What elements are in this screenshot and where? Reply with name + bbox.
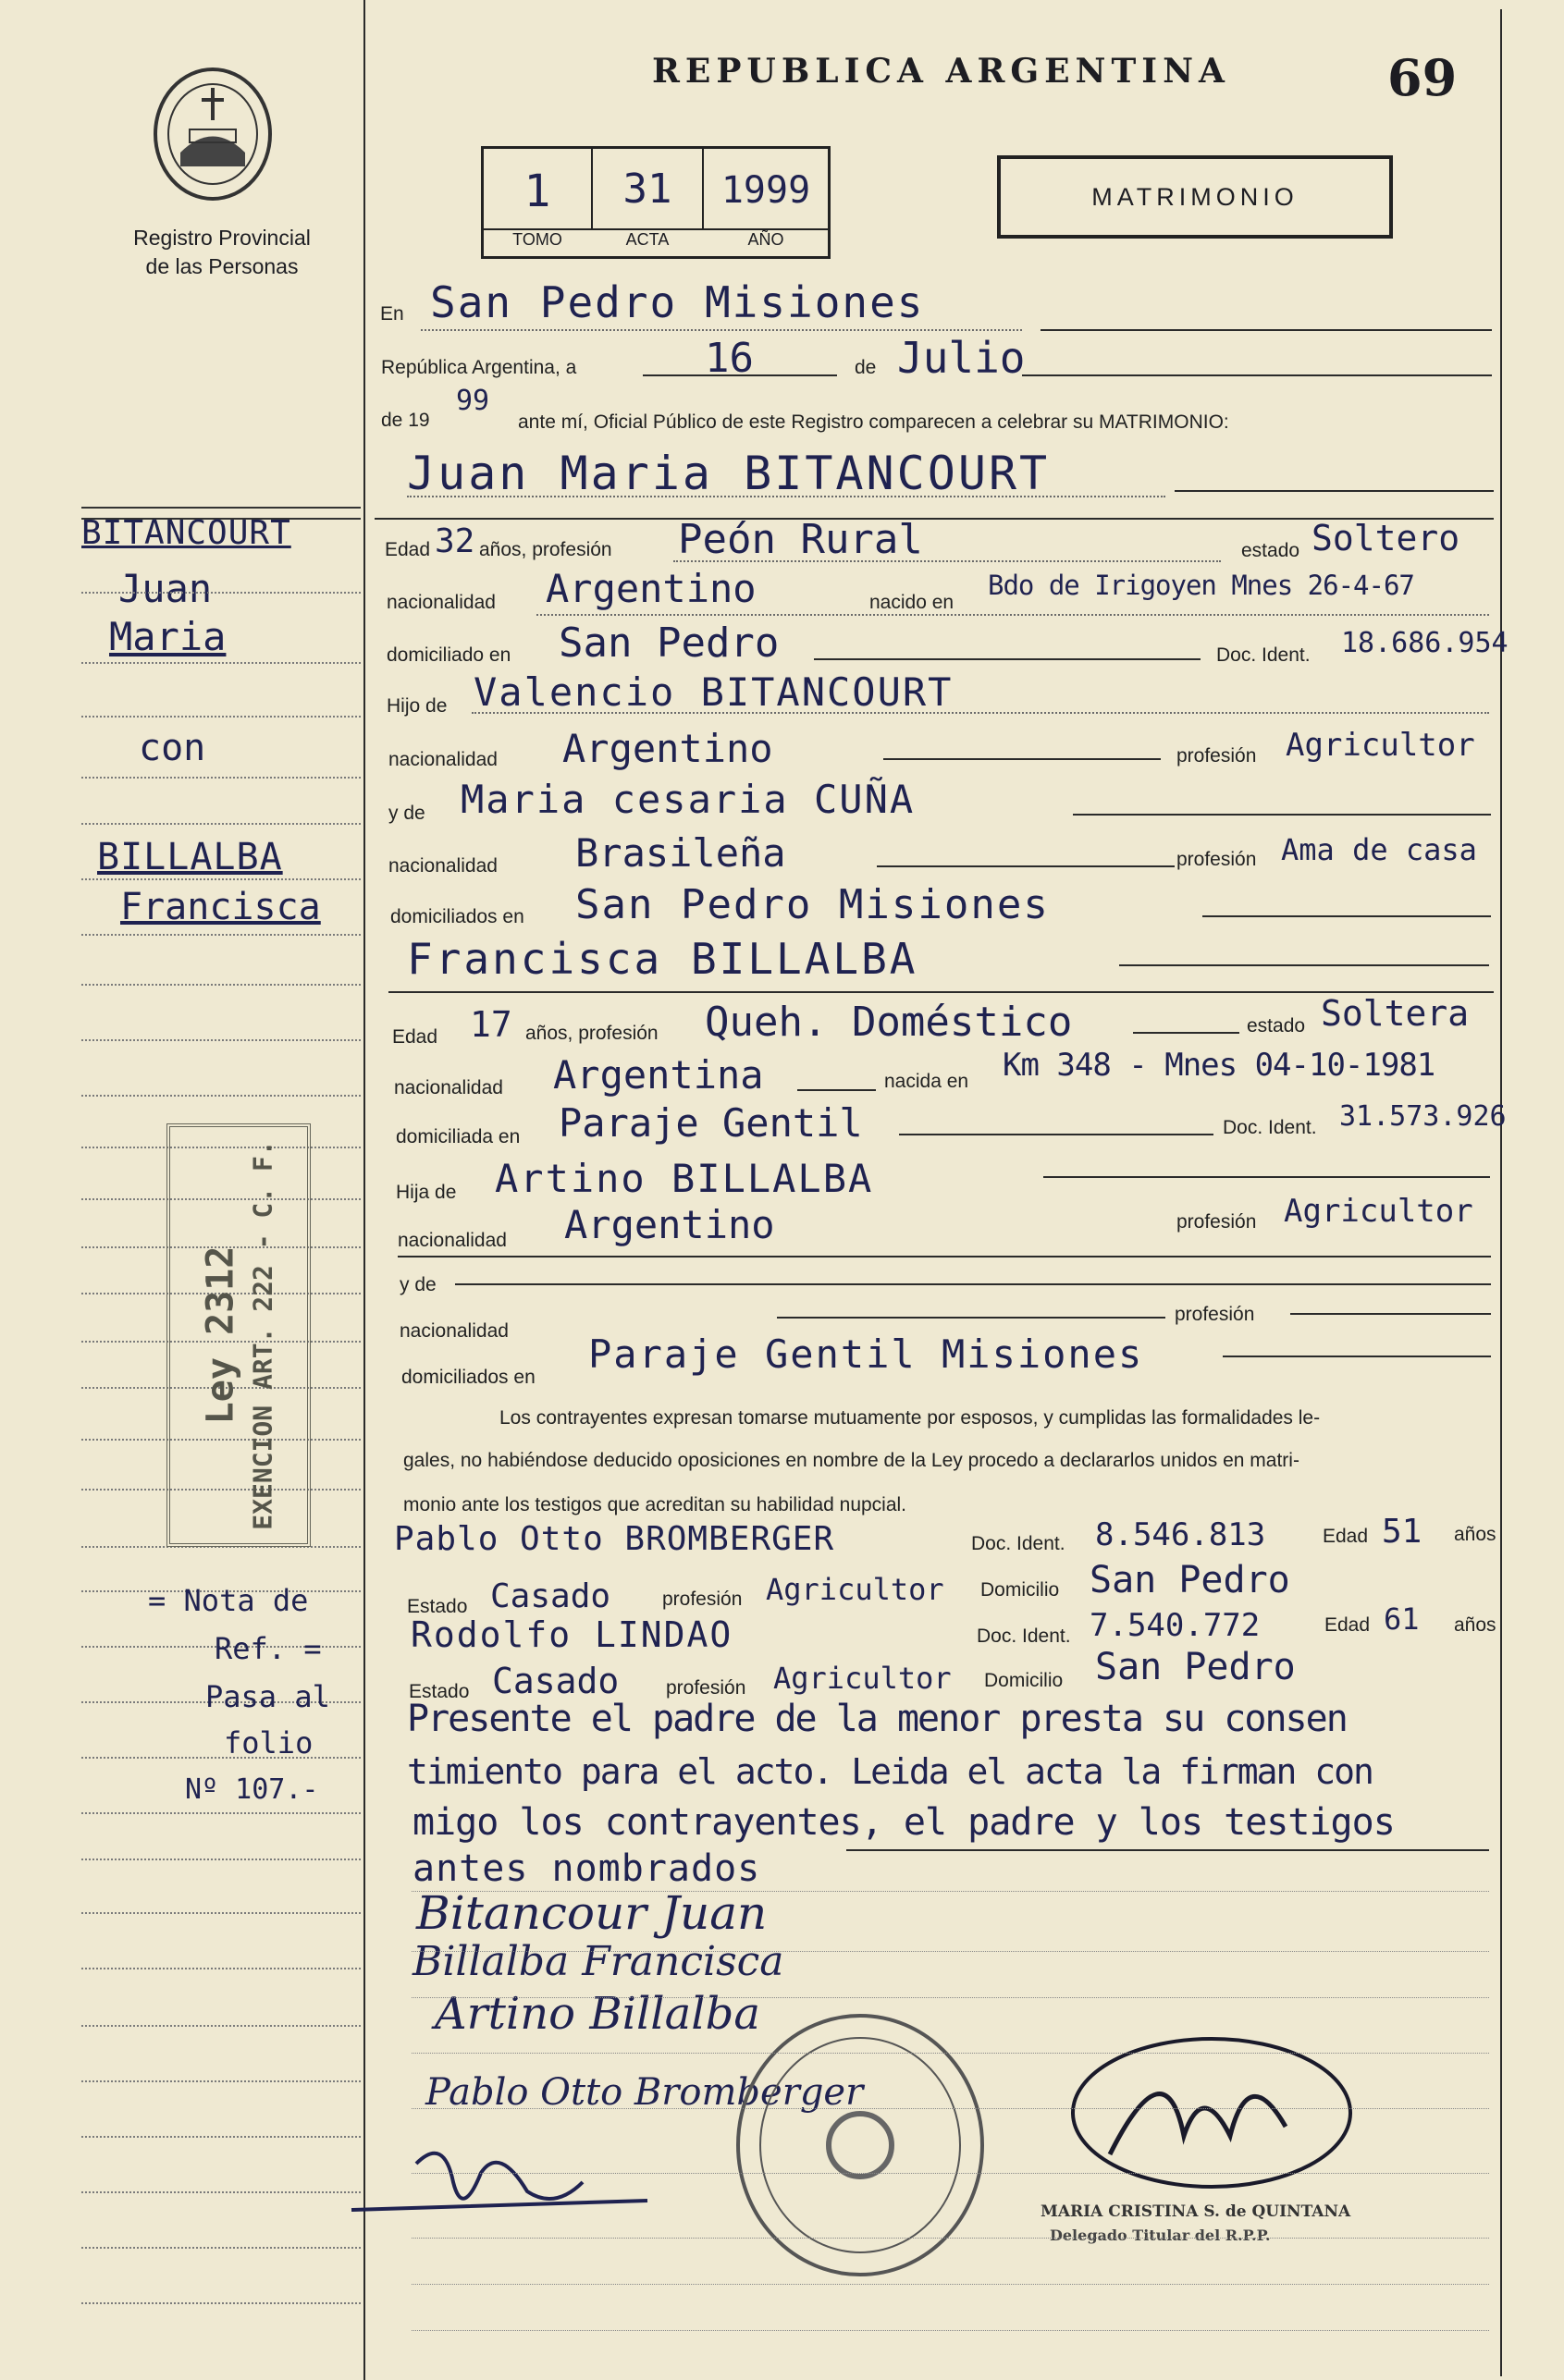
witness-2-domicilio-label: Domicilio — [984, 1670, 1064, 1691]
bride-nationality: Argentina — [553, 1052, 764, 1098]
bride-mother-nat-label: nacionalidad — [400, 1320, 509, 1342]
margin-note-4: folio — [224, 1725, 314, 1760]
groom-domicilio-label: domiciliado en — [387, 644, 511, 666]
note-line-1: Presente el padre de la menor presta su consen — [407, 1698, 1347, 1740]
witness-1-domicilio-label: Domicilio — [980, 1579, 1060, 1601]
witness-1-doc-label: Doc. Ident. — [971, 1533, 1065, 1554]
ano-label: AÑO — [747, 230, 784, 249]
groom-parents-dom-label: domiciliados en — [390, 906, 524, 927]
witness-1-profession: Agricultor — [766, 1572, 944, 1607]
bride-full-name: Francisca BILLALBA — [407, 934, 918, 984]
witness-2-estado-label: Estado — [409, 1681, 470, 1702]
witness-2-doc-label: Doc. Ident. — [977, 1626, 1071, 1647]
groom-nationality: Argentino — [546, 566, 757, 611]
month: Julio — [897, 333, 1026, 383]
groom-nacido-label: nacido en — [869, 592, 954, 613]
margin-note-5: Nº 107.- — [185, 1773, 319, 1806]
republic-label: República Argentina, a — [381, 357, 577, 378]
witness-1-age: 51 — [1382, 1513, 1422, 1551]
bride-yde-label: y de — [400, 1274, 437, 1295]
year-prefix: de 19 — [381, 410, 430, 431]
groom-hijo-label: Hijo de — [387, 695, 448, 717]
record-type: MATRIMONIO — [1091, 182, 1299, 211]
groom-parents-domicile: San Pedro Misiones — [575, 881, 1050, 928]
intro-text: ante mí, Oficial Público de este Registro comparecen a celebrar su MATRIMONIO: — [518, 411, 1229, 433]
registry-line-2: de las Personas — [145, 254, 299, 278]
bride-doc: 31.573.926 — [1339, 1100, 1507, 1133]
en-label: En — [380, 303, 404, 325]
groom-mother: Maria cesaria CUÑA — [461, 777, 916, 822]
groom-birth: Bdo de Irigoyen Mnes 26-4-67 — [988, 570, 1414, 601]
bride-civil-state: Soltera — [1321, 993, 1470, 1034]
note-line-3: migo los contrayentes, el padre y los testigos — [413, 1801, 1395, 1844]
groom-doc-label: Doc. Ident. — [1216, 644, 1311, 666]
bride-hija-label: Hija de — [396, 1182, 457, 1203]
groom-yde-label: y de — [388, 803, 425, 824]
bride-mother-prof-label: profesión — [1175, 1304, 1255, 1325]
signature-scribble — [342, 2127, 657, 2228]
exemption-stamp — [166, 1123, 311, 1547]
bride-domicilio-label: domiciliada en — [396, 1126, 521, 1147]
groom-doc: 18.686.954 — [1341, 627, 1509, 659]
registry-name — [92, 224, 351, 281]
declaration-line-3: monio ante los testigos que acreditan su habilidad nupcial. — [403, 1494, 907, 1515]
provincial-seal — [148, 65, 277, 208]
bride-father-prof-label: profesión — [1176, 1211, 1257, 1233]
margin-groom-name1: Juan — [118, 566, 213, 611]
groom-profession: Peón Rural — [678, 516, 923, 563]
groom-mother-nationality: Brasileña — [575, 830, 786, 876]
margin-groom-name2: Maria — [109, 614, 227, 659]
groom-father: Valencio BITANCOURT — [474, 669, 954, 715]
signature-witness: Pablo Otto Bromberger — [425, 2071, 864, 2114]
bride-estado-label: estado — [1247, 1015, 1306, 1037]
witness-2-age: 61 — [1384, 1601, 1420, 1637]
witness-1-estado-label: Estado — [407, 1596, 468, 1617]
margin-column-divider — [363, 0, 365, 2380]
bride-father-profession: Agricultor — [1284, 1193, 1473, 1230]
bride-anos-profesion-label: años, profesión — [525, 1023, 659, 1044]
bride-parents-dom-label: domiciliados en — [401, 1367, 536, 1388]
groom-anos-profesion-label: años, profesión — [479, 539, 612, 560]
bride-age: 17 — [470, 1004, 512, 1045]
margin-bride-surname: BILLALBA — [97, 836, 283, 878]
witness-1-state: Casado — [490, 1577, 611, 1615]
margin-con: con — [139, 727, 206, 769]
witness-2-profesion-label: profesión — [666, 1677, 746, 1699]
bride-profession: Queh. Doméstico — [705, 999, 1073, 1046]
folio-number: 69 — [1387, 48, 1458, 107]
witness-1-domicile: San Pedro — [1090, 1559, 1290, 1601]
note-line-4: antes nombrados — [413, 1847, 761, 1890]
official-name: MARIA CRISTINA S. de QUINTANA — [1041, 2202, 1351, 2221]
groom-father-nat-label: nacionalidad — [388, 749, 498, 770]
groom-mother-prof-label: profesión — [1176, 849, 1257, 870]
bride-birth: Km 348 - Mnes 04-10-1981 — [1003, 1047, 1435, 1084]
groom-mother-nat-label: nacionalidad — [388, 855, 498, 877]
place: San Pedro Misiones — [430, 277, 925, 327]
bride-father-nat-label: nacionalidad — [398, 1230, 507, 1251]
groom-father-prof-label: profesión — [1176, 745, 1257, 767]
official-round-stamp — [731, 2006, 990, 2288]
official-signature — [1054, 2025, 1369, 2201]
bride-doc-label: Doc. Ident. — [1223, 1117, 1317, 1138]
groom-age: 32 — [435, 522, 475, 560]
right-border — [1500, 9, 1502, 2376]
bride-nacida-label: nacida en — [884, 1071, 969, 1092]
witness-2-doc: 7.540.772 — [1090, 1607, 1261, 1644]
registry-line-1: Registro Provincial — [133, 226, 311, 250]
groom-nacionalidad-label: nacionalidad — [387, 592, 496, 613]
exemption-stamp-line-1: Ley 2312 — [199, 1245, 242, 1425]
record-type-box — [997, 155, 1393, 239]
groom-father-profession: Agricultor — [1286, 727, 1475, 764]
exemption-stamp-line-2: EXENCION ART. 222 - C. F. — [247, 1140, 278, 1530]
bride-edad-label: Edad — [392, 1026, 438, 1048]
witness-1-edad-label: Edad — [1323, 1526, 1369, 1547]
bride-parents-domicile: Paraje Gentil Misiones — [588, 1331, 1144, 1377]
bride-domicile: Paraje Gentil — [559, 1100, 863, 1146]
margin-note-2: Ref. = — [215, 1631, 322, 1666]
record-index-box — [481, 146, 831, 259]
bride-nacionalidad-label: nacionalidad — [394, 1077, 503, 1098]
margin-note-3: Pasa al — [205, 1679, 330, 1714]
witness-2-name: Rodolfo LINDAO — [411, 1614, 733, 1655]
witness-2-edad-label: Edad — [1324, 1614, 1371, 1636]
acta-label: ACTA — [625, 230, 670, 249]
groom-edad-label: Edad — [385, 539, 431, 560]
tomo-value: 1 — [523, 166, 551, 217]
margin-note-1: = Nota de — [148, 1583, 309, 1618]
tomo-label: TOMO — [512, 230, 562, 249]
groom-domicile: San Pedro — [559, 620, 780, 667]
witness-1-profesion-label: profesión — [662, 1589, 743, 1610]
year-suffix: 99 — [456, 385, 490, 417]
signature-bride: Billalba Francisca — [413, 1938, 784, 1985]
groom-father-nationality: Argentino — [562, 726, 773, 771]
groom-mother-profession: Ama de casa — [1281, 832, 1477, 867]
signature-groom: Bitancour Juan — [416, 1886, 768, 1940]
witness-1-doc: 8.546.813 — [1095, 1516, 1266, 1553]
witness-2-anos-label: años — [1454, 1614, 1496, 1636]
witness-2-domicile: San Pedro — [1095, 1646, 1296, 1688]
witness-1-name: Pablo Otto BROMBERGER — [394, 1520, 835, 1558]
declaration-line-2: gales, no habiéndose deducido oposiciones en nombre de la Ley procedo a declararlos unidos en matri- — [403, 1450, 1299, 1471]
ano-value: 1999 — [720, 169, 811, 212]
margin-bride-name: Francisca — [120, 886, 321, 928]
country-title: REPUBLICA ARGENTINA — [652, 52, 1230, 91]
witness-1-anos-label: años — [1454, 1524, 1496, 1545]
de-label: de — [855, 357, 877, 378]
declaration-line-1: Los contrayentes expresan tomarse mutuamente por esposos, y cumplidas las formalidades le- — [499, 1407, 1321, 1429]
groom-full-name: Juan Maria BITANCOURT — [407, 447, 1051, 500]
bride-father-nationality: Argentino — [564, 1202, 775, 1247]
groom-estado-label: estado — [1241, 540, 1300, 561]
groom-civil-state: Soltero — [1312, 518, 1460, 558]
witness-2-profession: Agricultor — [773, 1661, 952, 1696]
day: 16 — [705, 335, 754, 382]
bride-father: Artino BILLALBA — [495, 1156, 874, 1201]
signature-bride-father: Artino Billalba — [435, 1988, 760, 2040]
acta-value: 31 — [622, 166, 672, 213]
margin-groom-surname: BITANCOURT — [81, 514, 291, 552]
official-title: Delegado Titular del R.P.P. — [1050, 2227, 1271, 2244]
witness-2-state: Casado — [492, 1661, 620, 1701]
note-line-2: timiento para el acto. Leida el acta la firman con — [407, 1751, 1373, 1792]
